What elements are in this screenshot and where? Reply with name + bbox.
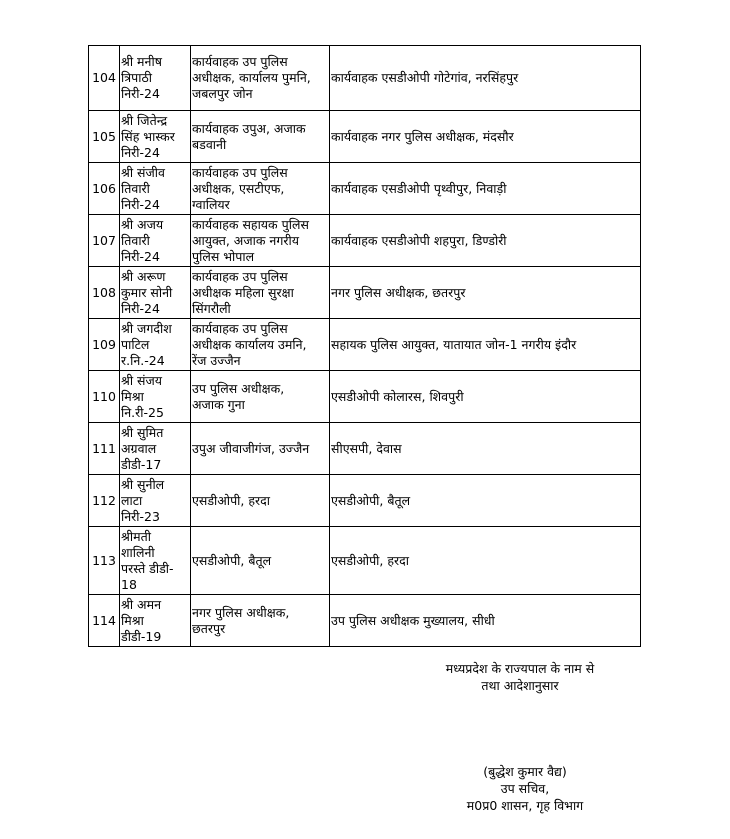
current-posting [191,319,330,371]
current-posting-line: अधीक्षक, एसटीएफ, [192,180,285,196]
table-row [89,267,641,319]
current-posting [191,371,330,423]
signatory-designation: उप सचिव, [500,781,550,796]
officer-name-line: निरी-23 [121,508,160,524]
officer-name-line: 18 [121,576,137,592]
new-posting: सीएसपी, देवास [330,423,641,475]
signatory-name: (बुद्धेश कुमार वैद्य) [483,764,567,779]
table-row [89,319,641,371]
officer-name-line: निरी-24 [121,300,160,316]
current-posting-line: कार्यवाहक उप पुलिस [192,54,288,69]
serial-number: 110 [89,371,120,423]
table-row [89,215,641,267]
officer-name [120,215,191,267]
officer-name-line: श्री सुमित [121,424,164,440]
current-posting [191,46,330,111]
officer-name-line: अग्रवाल [121,440,157,456]
current-posting-line: नगर पुलिस अधीक्षक, [192,604,290,620]
current-posting-line: उप पुलिस अधीक्षक, [192,380,285,396]
officer-name-line: डीडी-19 [121,628,162,644]
signatory-department: म0प्र0 शासन, गृह विभाग [466,798,584,813]
table-row [89,111,641,163]
new-posting: एसडीओपी, हरदा [330,527,641,595]
officer-name-line: नि.री-25 [121,404,164,420]
officer-name [120,163,191,215]
officer-name [120,527,191,595]
authority-block [400,660,640,694]
current-posting-line: पुलिस भोपाल [192,248,255,264]
current-posting-line: सिंगरौली [192,300,231,316]
officer-name-line: श्री अमन [121,596,162,612]
officer-name-line: श्री जितेन्द्र [121,112,168,128]
serial-number: 114 [89,595,120,647]
officer-name-line: निरी-24 [121,196,160,212]
current-posting [191,163,330,215]
officer-name-line: डीडी-17 [121,456,162,472]
new-posting: कार्यवाहक एसडीओपी गोटेगांव, नरसिंहपुर [330,46,641,111]
officer-name [120,111,191,163]
officer-name-line: श्री अरूण [121,268,166,284]
serial-number: 112 [89,475,120,527]
current-posting-line: आयुक्त, अजाक नगरीय [192,232,300,248]
new-posting: कार्यवाहक एसडीओपी शहपुरा, डिण्डोरी [330,215,641,267]
officer-name-line: पाटिल [121,336,150,352]
officer-name-line: तिवारी [121,180,150,196]
officer-name [120,371,191,423]
authority-line-2: तथा आदेशानुसार [481,678,559,693]
officer-name [120,475,191,527]
officer-name [120,46,191,111]
current-posting [191,215,330,267]
current-posting-line: जबलपुर जोन [192,86,253,101]
officer-name-line: सिंह भास्कर [121,128,175,144]
serial-number: 105 [89,111,120,163]
signature-block [425,763,625,814]
current-posting-line: अधीक्षक, कार्यालय पुमनि, [192,70,311,85]
officer-name-line: मिश्रा [121,612,144,628]
new-posting: एसडीओपी कोलारस, शिवपुरी [330,371,641,423]
new-posting: एसडीओपी, बैतूल [330,475,641,527]
officer-name-line: तिवारी [121,232,150,248]
serial-number: 104 [89,46,120,111]
officer-name-line: श्रीमती [121,528,151,544]
officer-name-line: लाटा [121,492,143,508]
officer-name [120,423,191,475]
current-posting-line: उपुअ जीवाजीगंज, उज्जैन [192,440,310,456]
officer-name-line: शालिनी [121,544,155,560]
current-posting-line: रेंज उज्जैन [192,352,241,368]
officer-name-line: श्री संजीव [121,164,165,180]
new-posting: नगर पुलिस अधीक्षक, छतरपुर [330,267,641,319]
table-row [89,46,641,111]
current-posting-line: कार्यवाहक उप पुलिस [192,320,288,336]
officer-name-line: त्रिपाठी [121,70,152,85]
authority-line-1: मध्यप्रदेश के राज्यपाल के नाम से [445,661,595,676]
current-posting-line: एसडीओपी, बैतूल [192,552,272,568]
current-posting-line: एसडीओपी, हरदा [192,492,270,508]
officer-name-line: श्री सुनील [121,476,165,492]
table-row [89,595,641,647]
current-posting-line: कार्यवाहक सहायक पुलिस [192,216,309,232]
officer-name-line: श्री अजय [121,216,164,232]
current-posting [191,423,330,475]
current-posting-line: अधीक्षक कार्यालय उमनि, [192,336,307,352]
officer-name-line: निरी-24 [121,248,160,264]
current-posting-line: अधीक्षक महिला सुरक्षा [192,284,294,300]
current-posting [191,267,330,319]
officer-name-line: श्री संजय [121,372,163,388]
serial-number: 109 [89,319,120,371]
new-posting: कार्यवाहक एसडीओपी पृथ्वीपुर, निवाड़ी [330,163,641,215]
officer-name-line: निरी-24 [121,144,160,160]
new-posting: सहायक पुलिस आयुक्त, यातायात जोन-1 नगरीय इंदौर [330,319,641,371]
table-row [89,371,641,423]
current-posting-line: कार्यवाहक उप पुलिस [192,164,288,180]
officer-name-line: श्री जगदीश [121,320,172,336]
serial-number: 113 [89,527,120,595]
current-posting-line: ग्वालियर [192,196,230,212]
current-posting [191,527,330,595]
officer-name [120,319,191,371]
officer-name-line: निरी-24 [121,86,160,101]
serial-number: 108 [89,267,120,319]
new-posting: उप पुलिस अधीक्षक मुख्यालय, सीधी [330,595,641,647]
current-posting-line: बडवानी [192,136,227,152]
current-posting [191,475,330,527]
table-row [89,527,641,595]
serial-number: 111 [89,423,120,475]
officer-name-line: मिश्रा [121,388,144,404]
current-posting-line: छतरपुर [192,620,226,636]
serial-number: 106 [89,163,120,215]
table-row [89,163,641,215]
officer-name [120,267,191,319]
current-posting-line: अजाक गुना [192,396,245,412]
officer-name-line: परस्ते डीडी- [121,560,174,576]
officer-name [120,595,191,647]
new-posting: कार्यवाहक नगर पुलिस अधीक्षक, मंदसौर [330,111,641,163]
officer-name-line: कुमार सोनी [121,284,173,300]
current-posting-line: कार्यवाहक उपुअ, अजाक [192,120,306,136]
current-posting-line: कार्यवाहक उप पुलिस [192,268,288,284]
serial-number: 107 [89,215,120,267]
current-posting [191,595,330,647]
officer-name-line: र.नि.-24 [121,352,165,368]
table-row [89,423,641,475]
table-row [89,475,641,527]
officer-name-line: श्री मनीष [121,54,162,69]
current-posting [191,111,330,163]
transfer-table [88,45,641,647]
